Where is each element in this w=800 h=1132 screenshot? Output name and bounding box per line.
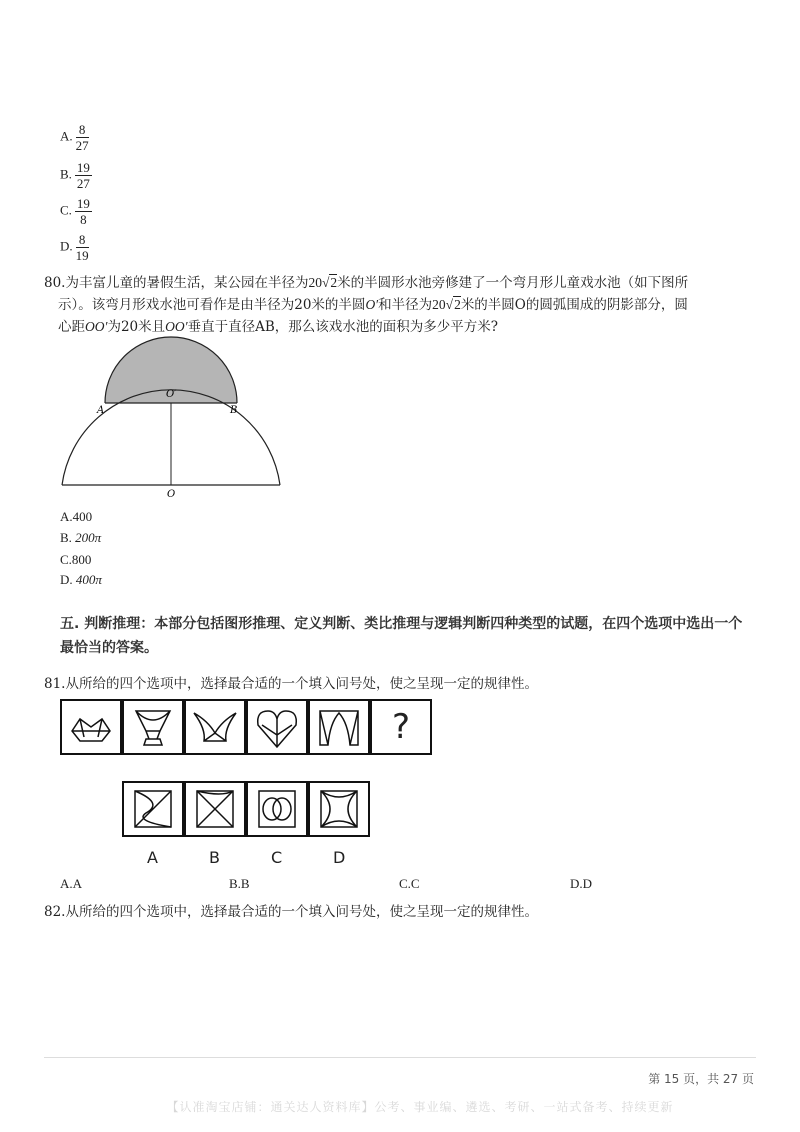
text: 示）。该弯月形戏水池可看作是由半径为20米的半圆: [58, 297, 366, 313]
q79-option-c: [60, 196, 92, 227]
fraction: [75, 196, 92, 227]
numerator: 8: [76, 122, 89, 138]
option-label: C.: [60, 202, 72, 218]
math-oo-prime: OO′: [85, 319, 108, 334]
sequence-cell-4: [246, 699, 308, 755]
question-mark: ?: [391, 707, 411, 747]
section-heading: 五. 判断推理：本部分包括图形推理、定义判断、类比推理与逻辑判断四种类型的试题，在四个选项中选出一个最恰当的答案。: [60, 616, 743, 656]
label-o: O: [167, 489, 176, 500]
q80-text: [44, 272, 764, 338]
choice-letter-c: C: [271, 848, 283, 867]
text: 为20米且: [107, 319, 166, 335]
option-label: D.: [60, 572, 73, 587]
numerator: 19: [76, 160, 90, 175]
q80-option-c: C.800: [60, 552, 92, 567]
option-label: A.: [60, 128, 73, 144]
q80-line-2: [44, 294, 764, 316]
sequence-cell-2: [122, 699, 184, 755]
option-label: B.: [60, 530, 72, 545]
label-o-prime: O′: [166, 389, 177, 400]
sequence-cell-1: [60, 699, 122, 755]
q81-answer-d: D.D: [570, 876, 593, 891]
q81-answer-a: A.A: [60, 876, 83, 891]
text: 米的半圆O的圆弧围成的阴影部分，圆: [460, 297, 688, 313]
q80-diagram: [55, 335, 295, 500]
fraction: [75, 160, 92, 191]
figure-icon: [186, 783, 244, 835]
text: 垂直于直径AB，那么该戏水池的面积为多少平方米?: [187, 319, 499, 335]
math-o-prime: O′: [365, 297, 379, 312]
math: 200π: [75, 530, 102, 545]
option-label: D.: [60, 238, 73, 254]
q81-text: 81.从所给的四个选项中，选择最合适的一个填入问号处，使之呈现一定的规律性。: [44, 676, 538, 692]
q82-text: 82.从所给的四个选项中，选择最合适的一个填入问号处，使之呈现一定的规律性。: [44, 904, 538, 920]
denominator: 27: [75, 138, 89, 153]
radicand: 2: [330, 275, 338, 290]
q81-sequence: [60, 699, 432, 755]
q81-answer-b: B.B: [229, 876, 250, 891]
math-20-root-2: 20√2: [432, 297, 461, 312]
choice-letter-b: B: [209, 848, 220, 867]
figure-icon: [62, 701, 120, 753]
option-figure-d[interactable]: [308, 781, 370, 837]
q80-option-b: [60, 530, 101, 546]
figure-icon: [124, 701, 182, 753]
option-figure-b[interactable]: [184, 781, 246, 837]
q80-option-d: [60, 572, 102, 588]
figure-icon: [248, 701, 306, 753]
label-b: B: [230, 405, 238, 416]
sequence-cell-5: [308, 699, 370, 755]
numerator: 8: [76, 232, 89, 248]
text: 米的半圆形水池旁修建了一个弯月形儿童戏水池（如下图所: [337, 275, 689, 291]
text: 为丰富儿童的暑假生活，某公园在半径为: [65, 275, 309, 291]
figure-icon: [248, 783, 306, 835]
option-label: B.: [60, 166, 72, 182]
text: 心距: [58, 319, 85, 335]
q80-line-1: [44, 272, 764, 294]
q80-option-a: A.400: [60, 509, 93, 524]
label-a: A: [97, 405, 105, 416]
denominator: 27: [76, 176, 90, 191]
sequence-cell-3: [184, 699, 246, 755]
fraction: [76, 122, 89, 153]
footer-divider: [44, 1057, 756, 1058]
q79-option-a: [60, 122, 89, 153]
q79-option-d: [60, 232, 89, 263]
math-oo-prime: OO′: [165, 319, 188, 334]
option-figure-c[interactable]: [246, 781, 308, 837]
page-number: 第 15 页，共 27 页: [648, 1072, 754, 1086]
figure-icon: [186, 701, 244, 753]
coef: 20: [432, 297, 446, 312]
figure-icon: [124, 783, 182, 835]
option-figure-a[interactable]: [122, 781, 184, 837]
coef: 20: [308, 275, 322, 290]
math-20-root-2: 20√2: [308, 275, 338, 290]
choice-letter-d: D: [333, 848, 346, 867]
figure-icon: [310, 783, 368, 835]
denominator: 8: [80, 212, 87, 227]
radicand: 2: [454, 297, 461, 312]
fraction: [76, 232, 89, 263]
question-number: 80.: [44, 275, 66, 291]
q81-options: [122, 781, 370, 837]
watermark: 【认准淘宝店铺：通关达人资料库】公考、事业编、遴选、考研、一站式备考、持续更新: [166, 1100, 674, 1114]
numerator: 19: [76, 196, 90, 211]
denominator: 19: [75, 248, 89, 263]
sequence-cell-question: [370, 699, 432, 755]
text: 和半径为: [378, 297, 433, 313]
q81-answer-c: C.C: [399, 876, 420, 891]
math: 400π: [75, 572, 102, 587]
q79-option-b: [60, 160, 92, 191]
figure-icon: [310, 701, 368, 753]
choice-letter-a: A: [147, 848, 158, 867]
